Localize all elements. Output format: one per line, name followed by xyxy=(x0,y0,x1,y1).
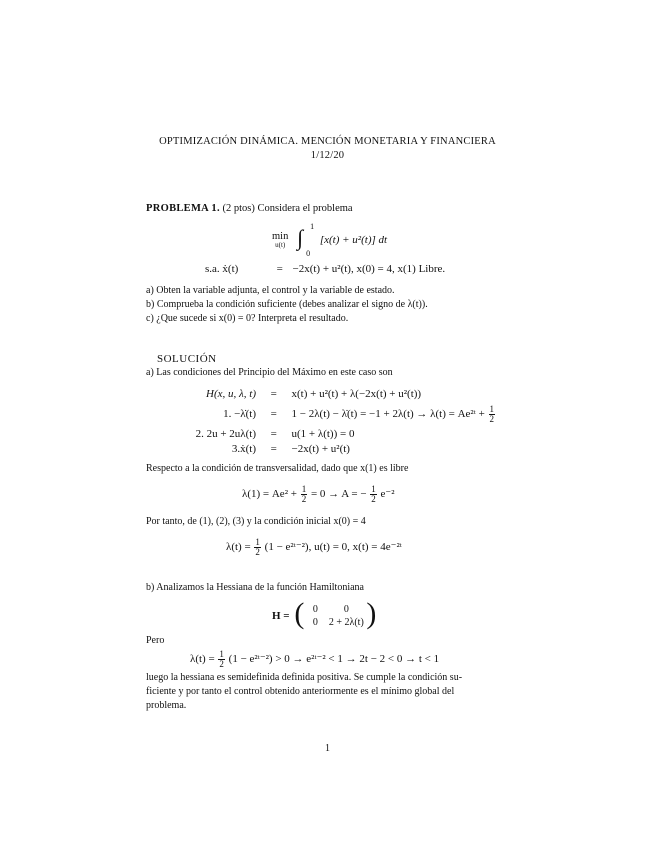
ineq-half xyxy=(218,650,225,669)
integral-sign: ∫ xyxy=(297,225,304,250)
eq-row-rel: = xyxy=(270,408,277,421)
constraint-line xyxy=(205,263,445,275)
matrix-cell: 0 xyxy=(343,604,349,615)
part-b-intro: b) Analizamos la Hessiana de la función Hamiltoniana xyxy=(146,582,364,593)
transversality-half xyxy=(301,485,308,504)
hessian-label: H = xyxy=(272,610,290,622)
matrix-cell: 2 + 2λ(t) xyxy=(328,617,364,628)
matrix-cell: 0 xyxy=(312,617,318,628)
transversality-half-2 xyxy=(370,485,377,504)
therefore-text: Por tanto, de (1), (2), (3) y la condición inicial x(0) = 4 xyxy=(146,516,366,527)
eq-row-lhs: 1. −λ̇(t) xyxy=(223,408,256,421)
page-number: 1 xyxy=(325,743,330,754)
constraint-equals: = xyxy=(276,263,283,275)
problem-intro: Considera el problema xyxy=(257,203,353,214)
result-right: (1 − e²ᵗ⁻²), u(t) = 0, x(t) = 4e⁻²ᵗ xyxy=(264,541,402,554)
min-subscript: u(t) xyxy=(275,241,286,249)
inequality-chain xyxy=(190,650,439,669)
eq-row-rel: = xyxy=(270,388,277,400)
problem-heading: PROBLEMA 1. xyxy=(146,203,220,214)
half-num: 1 xyxy=(255,537,260,547)
eq-row-rhs: x(t) + u²(t) + λ(−2x(t) + u²(t)) xyxy=(291,388,422,400)
matrix-row xyxy=(304,616,366,629)
question-b: b) Comprueba la condición suficiente (debes analizar el signo de λ(t)). xyxy=(146,299,428,310)
half-num: 1 xyxy=(219,649,224,659)
eq-row-rhs: 1 − 2λ(t) − λ̇(t) = −1 + 2λ(t) → λ(t) = Ae²ᵗ + xyxy=(291,408,485,421)
transversality-left: λ(1) = Ae² + xyxy=(242,488,297,501)
eq-row-3 xyxy=(176,443,350,455)
integral-lower: 0 xyxy=(306,249,311,258)
conclusion-line-3: problema. xyxy=(146,700,187,711)
transversality-right: e⁻² xyxy=(380,488,395,501)
solution-heading: SOLUCIÓN xyxy=(157,353,217,365)
transversality-text: Respecto a la condición de transversalidad, dado que x(1) es libre xyxy=(146,463,409,474)
transversality-mid: = 0 → A = − xyxy=(310,488,367,501)
matrix-cell: 0 xyxy=(312,604,318,615)
half-den: 2 xyxy=(371,494,376,504)
document-title: OPTIMIZACIÓN DINÁMICA. MENCIÓN MONETARIA Y FINANCIERA xyxy=(159,136,496,147)
eq-row-2 xyxy=(160,428,354,440)
hessian-equation xyxy=(272,597,377,630)
eq-row-lhs: H(x, u, λ, t) xyxy=(206,388,256,400)
left-paren: ( xyxy=(294,597,305,630)
half-num: 1 xyxy=(371,484,376,494)
half-den: 2 xyxy=(219,659,224,669)
eq-row-1 xyxy=(176,405,496,424)
result-left: λ(t) = xyxy=(226,541,251,554)
solution-result xyxy=(226,538,402,557)
ineq-left: λ(t) = xyxy=(190,653,215,666)
integrand: [x(t) + u²(t)] dt xyxy=(319,234,388,246)
constraint-label: s.a. ẋ(t) xyxy=(205,263,239,275)
constraint-rhs: −2x(t) + u²(t), x(0) = 4, x(1) Libre. xyxy=(292,263,446,275)
eq-row-lhs: 2. 2u + 2uλ(t) xyxy=(195,428,256,440)
objective-functional xyxy=(272,222,388,258)
conclusion-line-2: ficiente y por tanto el control obtenido anteriormente es el mínimo global del xyxy=(146,686,455,697)
ineq-right: (1 − e²ᵗ⁻²) > 0 → e²ᵗ⁻² < 1 → 2t − 2 < 0 → t < 1 xyxy=(228,653,440,666)
half-fraction xyxy=(489,405,496,424)
eq-row-rel: = xyxy=(270,428,277,440)
half-den: 2 xyxy=(489,414,495,424)
half-den: 2 xyxy=(255,547,260,557)
half-num: 1 xyxy=(489,404,495,414)
half-den: 2 xyxy=(301,494,307,504)
conclusion-line-1: luego la hessiana es semidefinida definida positiva. Se cumple la condición su- xyxy=(146,672,463,683)
right-paren: ) xyxy=(366,597,377,630)
integral-upper: 1 xyxy=(310,222,315,231)
eq-row-hamiltonian xyxy=(176,388,421,400)
part-a-intro: a) Las condiciones del Principio del Máximo en este caso son xyxy=(146,367,393,378)
eq-row-lhs: 3.ẋ(t) xyxy=(231,443,256,455)
question-c: c) ¿Que sucede si x(0) = 0? Interpreta el resultado. xyxy=(146,313,349,324)
matrix-row xyxy=(304,603,366,616)
eq-row-rhs: −2x(t) + u²(t) xyxy=(291,443,350,455)
problem-points: (2 ptos) xyxy=(222,203,255,214)
eq-row-rel: = xyxy=(270,443,277,455)
eq-row-rhs: u(1 + λ(t)) = 0 xyxy=(291,428,355,440)
result-half xyxy=(254,538,261,557)
hessian-matrix xyxy=(294,597,377,630)
min-operator: min xyxy=(272,231,289,242)
question-a: a) Obten la variable adjunta, el control y la variable de estado. xyxy=(146,285,395,296)
transversality-equation xyxy=(242,485,395,504)
half-num: 1 xyxy=(301,484,307,494)
problem-heading-line xyxy=(146,203,353,214)
pero-text: Pero xyxy=(146,635,165,646)
document-date: 1/12/20 xyxy=(310,150,345,161)
